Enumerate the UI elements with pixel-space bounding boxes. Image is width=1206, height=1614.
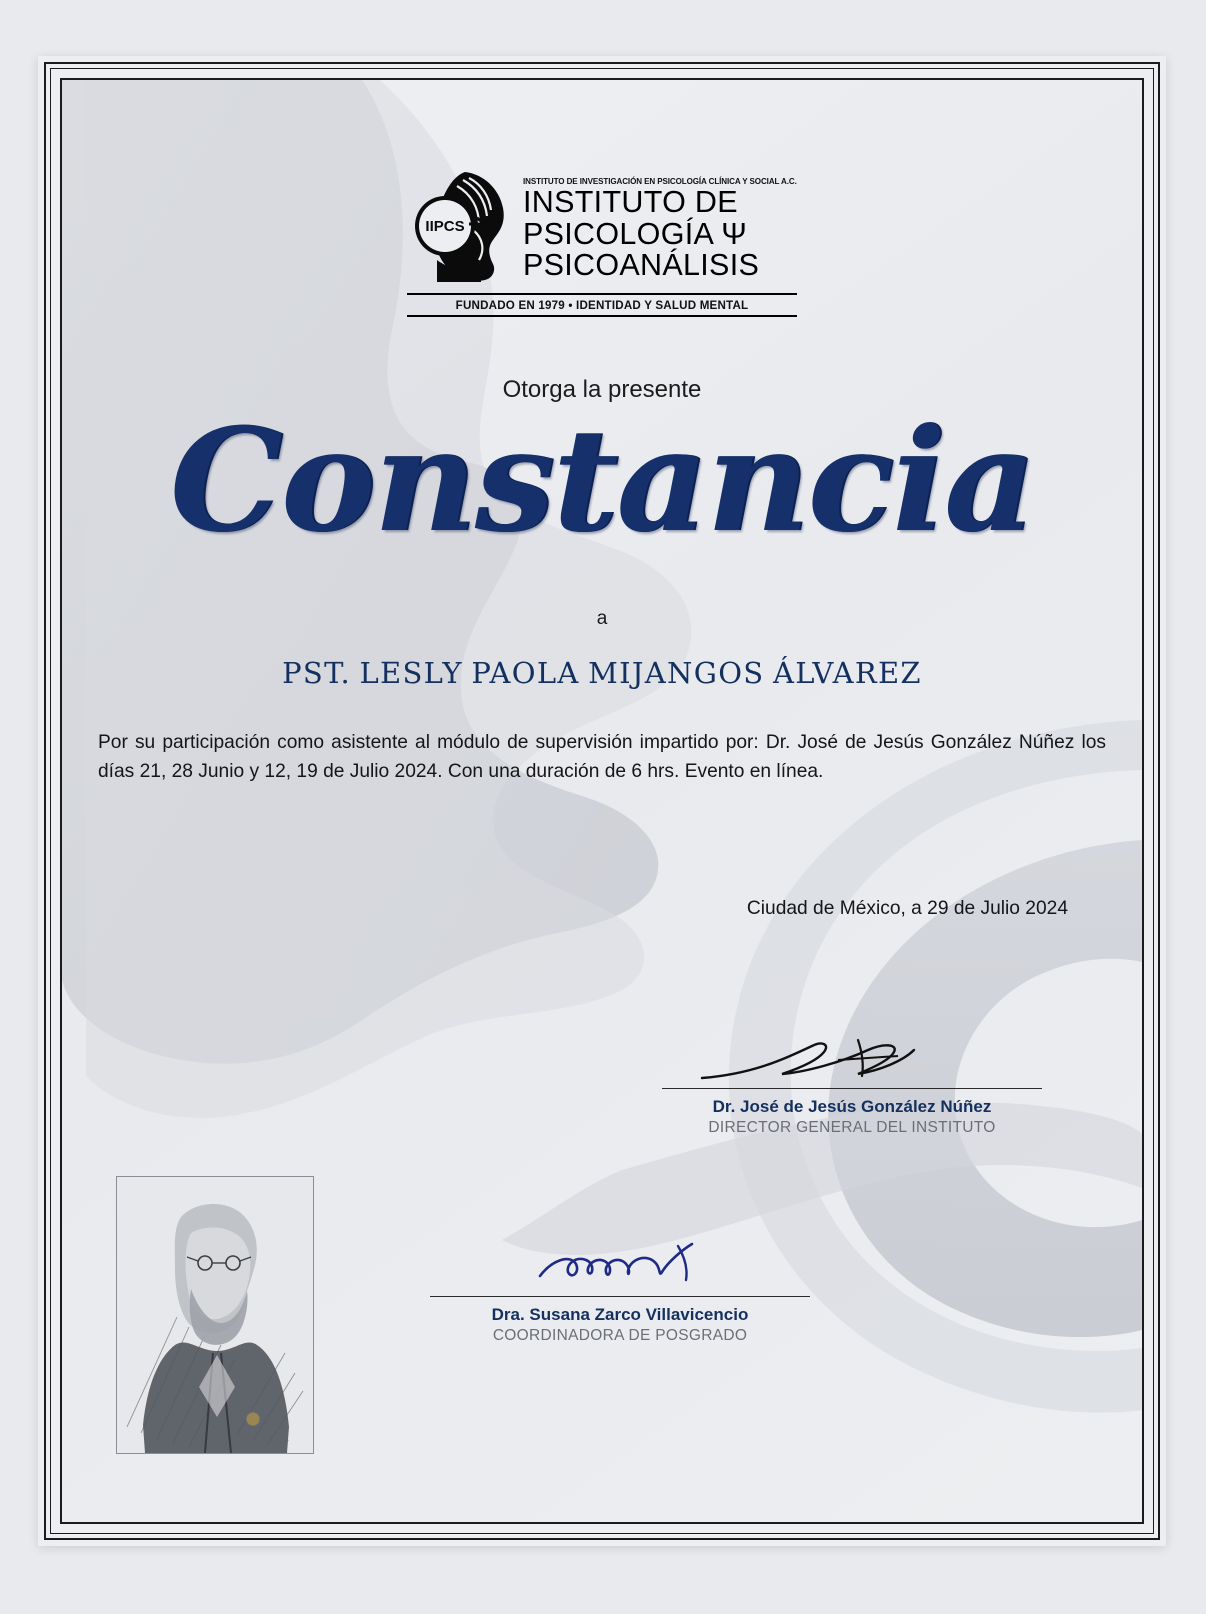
recipient-name: PST. LESLY PAOLA MIJANGOS ÁLVAREZ bbox=[282, 656, 922, 690]
preposition-label: a bbox=[596, 608, 608, 629]
signature-name-coordinator: Dra. Susana Zarco Villavicencio bbox=[491, 1305, 749, 1324]
iipcs-logo-icon bbox=[407, 168, 513, 288]
signature-line-coordinator bbox=[430, 1296, 810, 1297]
certificate-title: Constancia bbox=[169, 398, 1035, 564]
logo-footer-text: FUNDADO EN 1979 • IDENTIDAD Y SALUD MENTAL bbox=[455, 299, 749, 312]
signature-block-coordinator bbox=[430, 1238, 810, 1345]
logo-title-line-3: PSICOANÁLISIS bbox=[523, 248, 760, 283]
signature-name-director: Dr. José de Jesús González Núñez bbox=[712, 1097, 992, 1116]
logo-title-line-1: INSTITUTO DE bbox=[523, 185, 738, 220]
freud-portrait-image bbox=[116, 1176, 314, 1454]
logo-title-line-2: PSICOLOGÍA Ψ bbox=[523, 216, 748, 251]
institute-logo bbox=[407, 168, 797, 317]
signature-role-coordinator: COORDINADORA DE POSGRADO bbox=[492, 1327, 748, 1344]
svg-text:.: . bbox=[287, 1435, 289, 1443]
signature-mark-director bbox=[662, 1030, 1042, 1088]
logo-divider-2 bbox=[407, 315, 797, 317]
logo-monogram: IIPCS bbox=[425, 218, 465, 235]
place-and-date: Ciudad de México, a 29 de Julio 2024 bbox=[746, 898, 1068, 919]
awards-label: Otorga la presente bbox=[502, 376, 702, 403]
logo-divider bbox=[407, 293, 797, 295]
certificate-card bbox=[38, 56, 1166, 1546]
certificate-body: Por su participación como asistente al módulo de supervisión impartido por: Dr. José de Jesús González Núñez los días 21, 28 Junio y 12, 19 de Julio 2024. Con una duración de 6 hrs. Evento en línea. bbox=[98, 732, 1106, 783]
logo-tagline: INSTITUTO DE INVESTIGACIÓN EN PSICOLOGÍA CLÍNICA Y SOCIAL A.C. bbox=[523, 176, 797, 187]
signature-line-director bbox=[662, 1088, 1042, 1089]
certificate-content bbox=[62, 80, 1142, 1522]
signature-block-director bbox=[662, 1030, 1042, 1137]
signature-mark-coordinator bbox=[430, 1238, 810, 1296]
signature-role-director: DIRECTOR GENERAL DEL INSTITUTO bbox=[708, 1119, 996, 1136]
